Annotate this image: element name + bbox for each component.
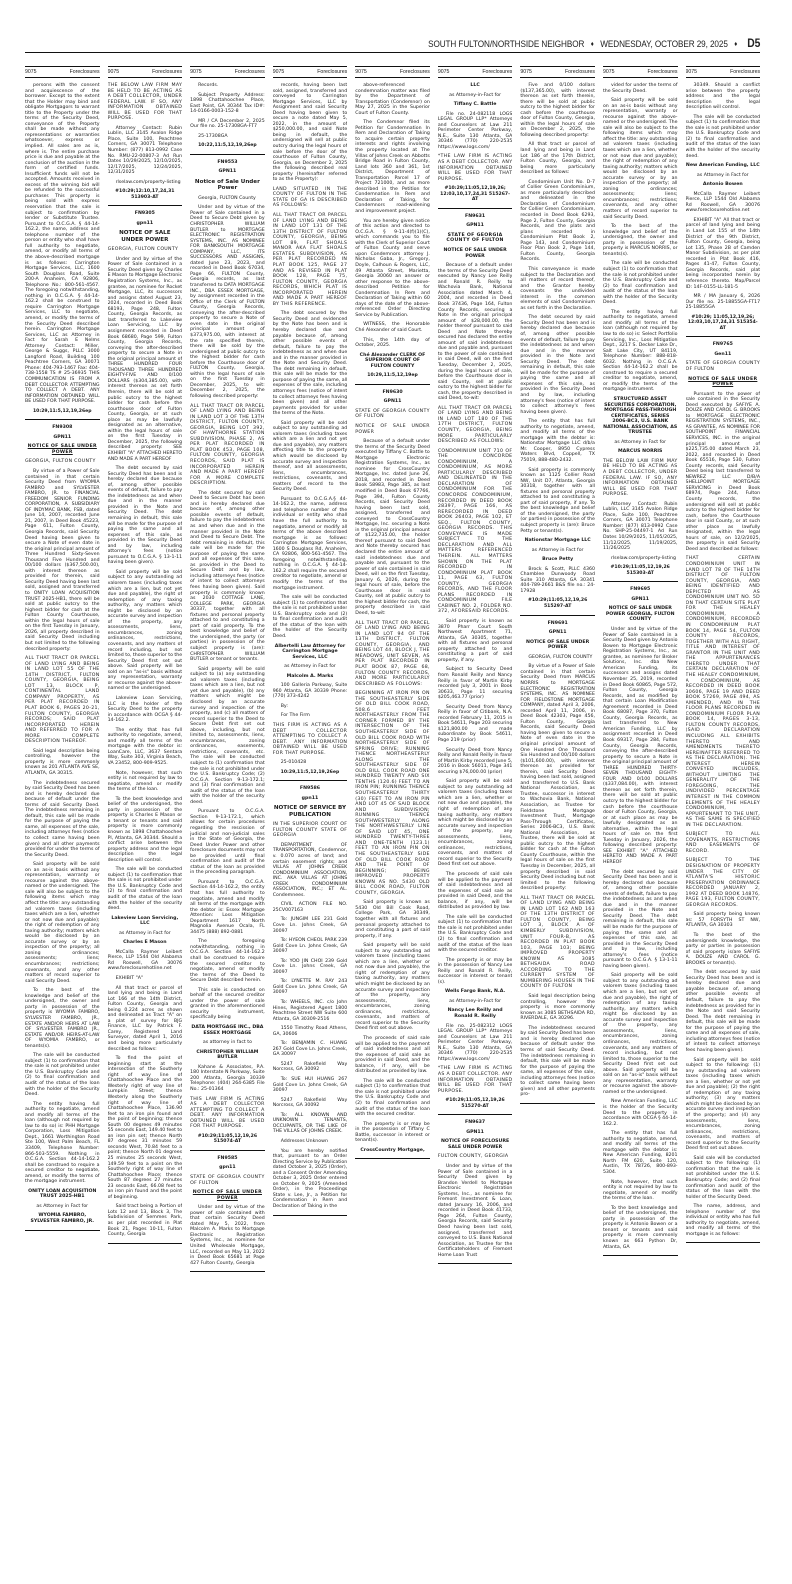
notice-paragraph: EXHIBIT "A" All that tract or parcel of land lying and being in Land Lot 155 of the 14th District of the 9th District, Fulton County, Georgia, being Lot 135, Phase 2B of Camden Manor Subdivision, as per plat recorded in Plat Book 416, Pages 41-47, Fulton County, Georgia Records, said plat being incorporated herein by reference thereto. Map/Parcel ID: 14F-0155-LL-181-5 bbox=[685, 217, 761, 290]
run-dates: 10:29,11:5,12,19,26ep bbox=[32, 408, 92, 414]
running-header bbox=[428, 36, 760, 50]
notice-signature: CHRISTOPHER WILLIAM BUTLER bbox=[196, 1049, 259, 1061]
notice-paragraph: The sale will be conducted subject (1) to confirmation that the sale is not prohibited under U.S. Bankruptcy code and (2) to final confirmation and audit of the status of the loan with the holder of the Security Deed. bbox=[272, 595, 348, 639]
column-body bbox=[603, 83, 678, 1256]
column bbox=[603, 66, 678, 1556]
notice-paragraph: The entity having full authority to negotiate, amend and modify all terms of the loan (although not required by law to do so) is: Select Portfolio Servicing, Inc., Loss Mitigation Dept., 3217 S. Decker Lake Dr., Salt Lake City, UT 84119, Telephone Number: 888-818-6032. Nothing in O.C.G.A. Section 44-14-162.2 shall be construed to require a secured creditor to negotiate, amend, or modify the terms of the mortgage instrument. bbox=[602, 309, 678, 393]
classified-category: Foreclosures bbox=[564, 69, 595, 75]
notice-paragraph: Said sale will be conducted subject to the following: (1) confirmation that the sale is not prohibited under the U.S. Bankruptcy Code; and (2) final confirmation and audit of the status of the loan with the holder of the Security Deed. bbox=[685, 1155, 761, 1200]
notice-paragraph: 25-17308GA bbox=[198, 133, 228, 139]
notice-paragraph: ALL THAT TRACT OR PARCEL OF LAND LYING AND BEING IN LAND LOT 3 OF THE 13TH DISTRICT, FULTON COUNTY, GEORGIA, BEING LOT 392, OF HAWTHORNE STATION SUBDIVISION, PHASE 2, AS PER PLAT RECORDED IN PLAT BOOK 453, PAGE 108, FULTON COUNTY, GEORGIA RECORDS, SAID PLAT IS INCORPORATED HEREIN AND MADE A PART HEREOF FOR A MORE COMPLETE DESCRIPTION. bbox=[190, 403, 265, 487]
column-header bbox=[25, 66, 100, 78]
notice-heading: NOTICE OF SALE UNDER POWER bbox=[192, 1190, 262, 1201]
notice-paragraph: File no. 25-082312 LOGS LEGAL GROUP LLP* Attorneys and Counselors at Law 211 Perimeter Center Parkway, N.E., Suite 130 Atlanta, GA 30346 (770) 220-2535 https://www.logs.com/ bbox=[437, 1023, 513, 1062]
classified-code: 9075 bbox=[25, 69, 37, 75]
notice-signature: ONITY LOAN ACQUISITION TRUST 2025-HB1 bbox=[28, 1188, 97, 1200]
notice-signature: Bruce Petty bbox=[542, 557, 574, 563]
notice-signature: WYOMIA FAMBRO, SYLVESTER FAMBRO, JR. bbox=[30, 1213, 95, 1224]
notice-divider bbox=[438, 208, 513, 209]
notice-paragraph: Under and by virtue of the Power of Sale contained in a Deed to Secure Debt given by CHRISTOPHER WILLIAM BUTLER to MORTGAGE ELECTRONIC REGISTRATION SYSTEMS, INC. AS NOMINEE FOR BANKSOUTH MORTGAGE COMPANY, LLC, ITS SUCCESSORS AND ASSIGNS, dated June 23, 2023, and recorded in Deed Book 67034, Page 66, FULTON County, Georgia records, as last transferred to DATA MORTGAGE INC., DBA ESSEX MORTGAGE, by assignment recorded in the Office of the Clerk of FULTON County, Georgia Records, conveying the after-described property to secure a Note of even date in the original principal amount of $373,975.00, with interest at the rate specified therein, there will be sold by the undersigned at public outcry to the highest bidder for cash before the Courthouse door of FULTON County, Georgia, within the legal hours of sale on the first Tuesday in December, 2025, to wit: December 2, 2025, the following described property: bbox=[190, 205, 265, 399]
notice-paragraph: Note, however, that such entity is not required by law to negotiate, amend or modify the terms of the loan. bbox=[107, 770, 183, 793]
notice-paragraph: To: WHEELS, INC. c/o John Hines, Registered Agent 1800 Peachtree Street NW Suite 600 Atlanta, GA 30309-2516 bbox=[272, 1000, 348, 1022]
notice-divider bbox=[108, 1243, 183, 1244]
notice-heading: FN9630 bbox=[382, 389, 403, 395]
notice-divider bbox=[108, 205, 183, 206]
notice-paragraph: SUBJECT TO ALL COVENANTS, RESTRICTIONS AND EASEMENTS OF RECORD. bbox=[685, 832, 761, 854]
notice-heading: NOTICE OF SALE UNDER POWER bbox=[27, 444, 97, 455]
notice-signature: New American Funding, LLC bbox=[685, 163, 760, 169]
notice-paragraph: Said property will be sold subject to any outstanding ad valorem taxes (including taxes which are a lien, but not yet due and payable), the right of redemption of any taxing authority, any matters which might be disclosed by an accurate survey and inspection of the property, any assessments, liens, encumbrances, zoning ordinances, restrictions, covenants, and any matters of record including, but not limited to, those superior to the Security Deed first set out above. Said property will be sold on an "as-is" basis without any representation, warranty or recourse against the above-named or the undersigned. bbox=[107, 569, 183, 692]
notice-paragraph: ALL THAT TRACT OR PARCEL OF LAND LYING AND BEING IN LAND LOT 131 OF THE 13TH DISTRICT OF FULTON COUNTY, GEORGIA, BEING LOT 89, FLAT SHOALS MANOR AKA FLAT SHOALS ESTATES SUBDIVISION, AS PER PLAT RECORDED IN PLAT BOOK 125, PAGE 27 AND AS REVISED IN PLAT BOOK 128, PAGE 75, FULTON COUNTY, GEORGIA RECORDS, WHICH PLAT IS INCORPORATED HEREIN AND MADE A PART HEREOF BY THIS REFERENCE. bbox=[272, 213, 348, 307]
column-header bbox=[686, 66, 761, 78]
notice-paragraph: You are hereby given notice of this action and directed to O.C.G.A. § 9-11-4(f)(1)(C), which commands you to file with the Clerk of Superior Court of Fulton County and serve upon Condemnors attorney J. Nicholas Gaba, Jr., Gregory, Doyle, Calhoun & Rogers, LLC, 49 Atlanta Street, Marietta, Georgia 30060 an answer or other response to the above-described Petition for Condemnation In Rem and Declaration of Taking within 60 days of the date of the above-referenced Order Directing Service by Publication. bbox=[355, 218, 430, 318]
notice-paragraph: Said tract being a Portion of Lots 12 and 13, Block 3, The Subdivision of Semmes Park, as per plat recorded in Plat Book 21, Pages 10-11, Fulton County, Georgia bbox=[107, 1204, 183, 1238]
notice-paragraph: rlselaw.com/property-listing bbox=[610, 555, 676, 561]
notice-heading: FN9637 bbox=[465, 1120, 486, 1126]
notice-heading: GPN11 bbox=[548, 630, 567, 636]
notice-paragraph: FULTON COUNTY, GEORGIA bbox=[437, 1154, 509, 1160]
notice-paragraph: This sale is conducted on behalf of the secured creditor under the power of sale granted in the aforementioned security instrument, specifically being bbox=[190, 987, 265, 1021]
column bbox=[25, 66, 100, 1556]
notice-heading: NOTICE OF SALE UNDER POWER GEORGIA, FULTON COUNTY bbox=[605, 606, 675, 623]
classified-category: Foreclosures bbox=[399, 69, 430, 75]
notice-paragraph: Said property will be sold on an as-is basis without any representation, warranty or recourse against the above-named or the undersigned. The sale will also be subject to the following items which may affect the title: any outstanding ad valorem taxes (including taxes which are a lien, whether or not now due and payable); the right of redemption of any taxing authority; matters which would be disclosed by an accurate survey or by an inspection of the property; all zoning ordinances; assessments; liens; encumbrances; restrictions; covenants, and any other matters of record superior to said Security Deed. bbox=[602, 98, 678, 220]
notice-heading: GPN11 bbox=[53, 434, 72, 440]
column-header bbox=[603, 66, 678, 78]
notice-paragraph: GEORGIA, FULTON COUNTY bbox=[528, 654, 593, 660]
notice-signature: Antonio Bowen bbox=[702, 182, 743, 188]
notice-paragraph: Said property being known as: 57 FORSYTH ST NW, ATLANTA, GA 30303 bbox=[685, 912, 761, 929]
diamond-separator-icon: ♦ bbox=[590, 41, 594, 48]
masthead-rule bbox=[25, 52, 760, 53]
notice-heading: NOTICE OF FORECLOSURE SALE UNDER POWER bbox=[441, 1139, 510, 1150]
notice-paragraph: 5247 Rakefield Way Norcross, GA 30092 bbox=[272, 1061, 348, 1073]
column-header bbox=[520, 66, 595, 78]
notice-heading: FN9553 bbox=[217, 159, 238, 165]
notice-signature: Lakeview Loan Servicing, LLC bbox=[111, 915, 179, 927]
notice-paragraph: The debt secured by the Security Deed and evidenced by the Note has been and is hereby declared due and payable because of, among other possible events of default, failure to pay the indebtedness as and when due and in the manner provided in the Note and Security Deed. The debt remaining in default, this sale will be made for the purpose of paying the same, all expenses of the sale, including attorneys fees (notice of intent to collect attorneys fees having been given) and all other payments provided for under the terms of the Note. bbox=[272, 311, 348, 417]
notice-paragraph: McCalla Raymer Leibert Pierce, LLP 1544 Old Alabama Rd Roswell, GA 30076 www.foreclosurehotline.net bbox=[107, 949, 183, 972]
legal-notices-columns bbox=[25, 66, 760, 1556]
classified-category: Foreclosures bbox=[234, 69, 265, 75]
notice-signature: as Attorney-in-Fact for bbox=[449, 998, 502, 1004]
notice-paragraph: The sale will be conducted subject (1) to confirmation that the sale is not prohibited under the U.S. Bankruptcy Code and (2) to final confirmation and audit of the status of the loan with the secured creditor. bbox=[355, 1078, 430, 1118]
notice-signature: CrossCountry Mortgage, bbox=[360, 1147, 425, 1153]
classified-category: Foreclosures bbox=[69, 69, 100, 75]
run-dates: 10:29,11:5,12,19,26ep bbox=[280, 769, 340, 775]
notice-heading: GPN11 bbox=[466, 1129, 484, 1135]
notice-paragraph: All that tract or parcel of land lying and being in Land Lot 166 of the 14th District, Fulton County, Georgia and being 0.224 acres as shown and delineated as Tract "A" on a plat of survey for BJG Finance, LLC by Patrick F. Carey, Registered Land Surveyor, dated April 1, 2016 and being more particularly described as follows: bbox=[107, 985, 183, 1052]
notice-paragraph: BEGINNING AT IRON PIN ON THE SOUTHEASTERLY SIDE OF OLD BILL COOK ROAD, 508.6 FEET NORTHEASTERLY FROM THE CORNER FORMED BY THE INTERSECTION OF THE SOUTHEASTERLY SIDE OF OLD BILL COOK ROAD WITH NORTHEASTERLY SIDE OF SPRING DRIVE; RUNNING THENCE NORTHEASTERLY ALONG THE SOUTHEASTERLY SIDE OF OLD BILL COOK ROAD ONE HUNDRED TWENTY AND SIX TENTHS (120.6) FEET TO AN IRON PIN; RUNNING THENCE SOUTHEASTERLY THIRTY (30) FEET TO AN IRON PIN AND LOT 45 OF SAID BLOCK AND SUBDIVISION; RUNNING THENCE SOUTHWESTERLY ALONG THE NORTHWESTERLY LINE OF SAID LOT 45, ONE HUNDRED TWENTY-THREE AND ONE-TENTH (123.1) FEET TO AN IRON PIN ON THE SOUTHEASTERLY SIDE OF OLD BILL COOK ROAD AND THE POINT OF BEGINNING; BEING IMPROVED PROPERTY KNOWN AS NO. 5430 OLD BILL COOK ROAD, FULTON COUNTY, GEORGIA. bbox=[355, 691, 430, 896]
notice-paragraph: The foregoing notwithstanding, nothing in O.C.G.A. Section 44-14-162.2 shall be construed to require the secured creditor to negotiate, amend or modify the terms of the Deed to Secure Debt described herein. bbox=[190, 939, 265, 984]
run-dates: #10:29;12:10,17,24,31 513903-AT bbox=[115, 189, 175, 200]
notice-heading: NOTICE OF SERVICE BY PUBLICATION bbox=[273, 805, 347, 818]
notice-heading: NOTICE OF SALE UNDER POWER bbox=[688, 376, 758, 388]
notice-paragraph: *THE LAW FIRM IS ACTING AS A DEBT COLLECTOR. ANY INFORMATION OBTAINED WILL BE USED FOR THAT PURPOSE. bbox=[437, 1066, 513, 1094]
notice-paragraph: To the best knowledge and belief of the undersigned, the party in possession of the property is Antonio Bowen or a tenant or tenants and said property is more commonly known as 663 Python Dr, Atlanta, GA bbox=[602, 1205, 678, 1250]
notice-paragraph: You are hereby notified that, pursuant to an Order Directing Service by Publication dated October 3, 2025 (Order), and a Consent Order Amending October 3, 2025 Order entered on October 9, 2025 (Amended Order), in the Proceedings State v. Lee, Jr., a Petition for Condemnation in Rem and Declaration of Taking in the bbox=[272, 1148, 348, 1209]
notice-divider bbox=[190, 1150, 265, 1151]
notice-divider bbox=[520, 615, 595, 616]
notice-heading: FN9631 bbox=[465, 213, 486, 219]
column bbox=[108, 66, 183, 1556]
page-masthead bbox=[25, 0, 760, 53]
notice-paragraph: This, the 14th day of October, 2025. bbox=[355, 337, 430, 349]
notice-paragraph: Security Deed from Nancy Reilly and Ronald Reilly in favor of Martin Kirby recorded June 5, 2016 in Book 56011, Page 341 securing $76,000.00 (prior) bbox=[437, 747, 513, 775]
column-body bbox=[438, 83, 513, 1264]
classified-code: 9075 bbox=[107, 69, 120, 75]
notice-paragraph: Said property will be sold subject to any outstanding ad valorem taxes (including taxes which are a lien, whether or not now due and payable), the right of redemption of any taxing authority, any matters which might be disclosed by an accurate survey and inspection of the property, any assessments, liens, encumbrances, zoning ordinances, restrictions, covenants, and matters of record superior to the Security Deed first set out above. bbox=[437, 779, 513, 868]
notice-paragraph: Said legal description being controlling, however the property is more commonly known as 201 ATLANTA AVE SE, ATLANTA, GA 30315. bbox=[25, 748, 100, 776]
notice-paragraph: 25-010428 bbox=[280, 760, 307, 766]
notice-signature: Charles E Mason bbox=[123, 940, 167, 946]
notice-paragraph: MR / MA January 6, 2026 Our file no. 25-18855GA-FT17 25-18855GA bbox=[685, 294, 761, 311]
notice-paragraph: Said property will be sold subject to the following: (1) any outstanding ad valorem taxes (including taxes which are a lien, whether or not yet due and payable); (2) the right of redemption of any taxing authority; (3) any matters which might be disclosed by an accurate survey and inspection of the property; and (4) any assessments, liens, encumbrances, zoning ordinances, restrictions, covenants, and matters of record superior to the Security Deed first set out above. bbox=[685, 1057, 761, 1152]
notice-paragraph: Said property is known as 5430 Old Bill Cook Road, College Park, GA 30349, together with all fixtures and personal property attached to and constituting a part of said property, if any. bbox=[355, 900, 430, 939]
notice-paragraph: The Condemnor filed its Petition for Condemnation In Rem and Declaration of Taking to acquire certain property interests and rights involving the property located at The Villas of Johns Creek on Abbotts Bridge Road in Fulton County, Land lots 360 and 361, 1st District, Department of Transportation Parcel 17 of Project 721000, and as more described in the Petition for Condemnation In Rem and Declaration of Taking, for Condemnors road-widening and improvement project. bbox=[355, 120, 430, 215]
issue-date: WEDNESDAY, OCTOBER 29, 2025 bbox=[600, 39, 728, 50]
notice-paragraph: The debt secured by said Security Deed has been and is hereby declared due and payable because of, among other possible events of default, failure to pay the indebtedness as provided for in the Note and said Security Deed. The debt remaining in default, this sale will be made for the purpose of paying the same and all expenses of sale, including attorneys fees (notice of intent to collect attorneys fees having been given). bbox=[685, 970, 761, 1053]
notice-paragraph: To: SUE HUI HUANG 267 Gold Cove Ln. Johns Creek, GA 30097 bbox=[272, 1077, 348, 1094]
run-dates: #10:29;11:05,12,19,26; 12:03,10,17,24,31 515267-AT bbox=[440, 186, 511, 203]
notice-paragraph: The debt secured by said Security Deed has been and is hereby declared due because of, among other possible events of default, failure to pay the indebtedness as and when due and in the manner provided in the Note and Security Deed. The debt remaining in default, this sale will be made for the purpose of paying the same and all expenses of this sale, as provided in the Security Deed and by law, including attorney's fees (notice pursuant to O.C.G.A. § 13-1-11 having been given). bbox=[107, 466, 183, 566]
notice-paragraph: Pursuant to the power of sale contained in the Security Deed executed by SAFIYE A. DOUZE AND CAROL G. BROOKS to MORTGAGE ELECTRONIC REGISTRATION SYSTEMS, INC., AS GRANTEE, AS NOMINEE FOR SOUTHPOINT FINANCIAL SERVICES, INC. in the original principal amount of $225,735.00 dated March 23, 2022, and recorded in Deed Book 65516, Page 530, Fulton County records, said Security Deed being last transferred to NEWREZ LLC D/B/A SHELLPOINT MORTGAGE SERVICING in Deed Book 68974, Page 244, Fulton County records, the undersigned will sell at public outcry to the highest bidder for cash, before the Courthouse door in said County, or at such other place as lawfully designated, within the legal hours of sale, on 12/2/2025, the property in said Security Deed and described as follows: bbox=[685, 391, 761, 552]
notice-paragraph: SUBJECT TO THE DESIGNATION OF PROPERTY UNDER THE CITY OF ATLANTA'S HISTORIC PRESERVATION ORDINANCE RECORDED JANUARY 2, 1992 AT DEED BOOK 14876, PAGE 193, FULTON COUNTY, GEORGIA RECORDS. bbox=[685, 858, 761, 908]
notice-heading: gpn11 bbox=[136, 220, 154, 226]
notice-paragraph: The entity having full authority to negotiate, amend and modify all terms of the loan (although not required by law to do so) is: PHH Mortgage Corporation, Loss Mitigation Dept., 1661 Worthington Road Ste 100, West Palm Beach, FL 33409, Telephone Number: 866-503-5559. Nothing in O.C.G.A. Section 44-14-162.2 shall be construed to require a secured creditor to negotiate, amend, or modify the terms of the mortgage instrument. bbox=[25, 1101, 100, 1185]
notice-paragraph: By virtue of a Power of Sale contained in that certain Security Deed from WYOMIA FAMBRO and SYLVESTER FAMBRO, JR. to FINANCIAL FREEDOM SENIOR FUNDING CORPORATION, A SUBSIDIARY OF INDYMAC BANK, FSB, dated June 14, 2007, recorded June 21, 2007, in Deed Book 45223, Page 611, Fulton County, Georgia Records, said Security Deed having been given to secure a Note of even date in the original principal amount of Three Hundred Sixty-Seven Thousand Five Hundred and 00/100 dollars ($367,500.00), with interest thereon as provided for therein, said Security Deed having been last sold, assigned and transferred to ONITY LOAN ACQUISITION TRUST 2025-HB1, there will be sold at public outcry to the highest bidder for cash at the Fulton County Courthouse, within the legal hours of sale on the first Tuesday in January, 2026, all property described in said Security Deed including but not limited to the following described property: bbox=[25, 469, 100, 652]
notice-paragraph: Under and by virtue of the Power of Sale contained in a Security Deed given by Brandon Verdell to Mortgage Electronic Registration Systems, Inc., as nominee for Fremont Investment & Loan, dated January 16, 2006, and recorded in Deed Book 41733, Page 264, Fulton County, Georgia Records, said Security Deed having been last sold, assigned, transferred and conveyed to U.S. Bank National Association, as Trustee for the Certificateholders of Fremont Home Loan Trust bbox=[437, 1163, 513, 1258]
run-dates: #10:29;11:05,12,19,26 515074-AT bbox=[197, 1133, 258, 1145]
notice-paragraph: The debt secured by said Security Deed has been and is hereby declared due because of, among other possible events of default, failure to pay the indebtedness as and when due and in the manner provided in the Note and Security Deed. The debt remaining in default, this sale will be made for the purpose of paying the same and all expenses of this sale, as provided in the Security Deed and by law, including attorney's fees (notice of intent to collect attorney's fees having been given). bbox=[520, 315, 595, 415]
notice-paragraph: THAT CERTAIN CONDOMINIUM UNIT IN LAND LOT 78 OF THE 14TH DISTRICT OF FULTON COUNTY, GEORGIA, AND BEING IDENTIFIED AND DEPICTED AS CONDOMINIUM UNIT NO. 5D ON THAT CERTAIN SITE PLAT FOR THE HEALEY CONDOMINIUM, A CONDOMINIUM, RECORDED IN CONDOMINIUM PLAT BOOK 14, PAGE 54, FULTON COUNTY RECORDS, TOGETHER WITH ALL RIGHT, TITLE AND INTEREST OF GRANTOR IN THE UNIT AND THE APPURTENANCES THERETO UNDER THAT CERTAIN DECLARATION OF THE HEALEY CONDOMINIUM, A CONDOMINIUM, AS RECORDED IN DEED BOOK 30606, PAGE 19 AND DEED BOOK 57269, PAGE 494, AS AMENDED, AND IN THE FLOOR PLANS RECORDED IN CONDOMINIUM FLOOR PLAN BOOK 14, PAGES 3-13, FULTON COUNTY RECORDS, (SAID DECLARATION INCLUDING ALL EXHIBITS THERETO AND AMENDMENTS THERETO HEREINAFTER REFERRED TO AS THE DECLARATION). THE INTEREST HEREIN CONVEYED INCLUDES, WITHOUT LIMITING THE GENERALITY OF THE FOREGOING, THE UNDIVIDED PERCENTAGE INTEREST IN THE COMMON ELEMENTS OF THE HEALEY CONDOMINIUM, APPURTENANT TO THE UNIT, AS THE SAME IS SPECIFIED IN THE DECLARATION. bbox=[685, 556, 761, 828]
notice-paragraph: GEORGIA, FULTON COUNTY bbox=[25, 459, 96, 465]
notice-signature: STRUCTURED ASSET SECURITIES CORPORATION, MORTGAGE PASS-THROUGH CERTIFICATES, SERIES 2006-BC3, U.S. BANK NATIONAL ASSOCIATION, AS TRUSTEE bbox=[603, 396, 678, 436]
column bbox=[273, 66, 348, 1556]
notice-paragraph: THIS LAW FIRM IS ACTING AS A DEBT COLLECTOR ATTEMPTING TO COLLECT A DEBT. ANY INFORMATION OBTAINED WILL BE USED FOR THAT PURPOSE. bbox=[190, 1096, 265, 1130]
notice-paragraph: Said property will be sold subject to (a) any outstanding ad valorem taxes (including taxes which are a lien, but not yet due and payable), (b) any matters which might be disclosed by an accurate survey and inspection of the property, and (c) all matters of record superior to the Deed to Secure Debt first set out above, including, but not limited to, assessments, liens, encumbrances, zoning ordinances, easements, restrictions, covenants, etc. The sale will be conducted subject to (1) confirmation that the sale is not prohibited under the U.S. Bankruptcy Code; (2) O.C.G.A. Section 9-13-172.1; and (3) final confirmation and audit of the status of the loan with the holder of the security deed. bbox=[190, 666, 265, 805]
notice-paragraph: Said property is commonly known as 1125 Collier Road NW, Unit D7, Atlanta, Georgia 30318, together with all fixtures and personal property attached to and constituting a part of said property, if any. To the best knowledge and belief of the undersigned, the party (or parties) in possession of the subject property is (are): Bruce Petty or tenant(s). bbox=[520, 467, 595, 534]
notice-paragraph: McCalla Raymer Leibert Pierce, LLP 1544 Old Alabama Rd Roswell, GA 30076 www.foreclosurehotline.net bbox=[685, 191, 761, 214]
notice-divider bbox=[686, 1242, 761, 1243]
notice-heading: FN9305 bbox=[134, 211, 155, 217]
column-body bbox=[108, 83, 183, 1244]
notice-paragraph: To: BENJAMIN C. HUANG 267 Gold Cove Ln. Johns Creek, GA 30097 bbox=[272, 1041, 348, 1058]
notice-paragraph: Condominium Unit No. D-7 of Collier Green Condominium, as more particularly described and delineated in the Declaration of Condominium for Collier Green Condominium, recorded in Deed Book 6293, Page 2, Fulton County, Georgia Records, and the plats and plans recorded in Condominium Plat Book 2, Page 143, and Condominium Floor Plan Book 2, Page 144, Fulton County, Georgia Records. bbox=[520, 179, 595, 263]
notice-paragraph: persons with the consent and acquiescence of the borrower. Except to the extent that the Holder may bind and obligate Mortgagors to warrant title to the Property under the terms of the Security Deed, conveyance of the Property shall be made without any representations or warranties whatsoever, express or implied. All sales are as is, where is. The entire purchase price is due and payable at the conclusion of the auction in the form of certified funds. Insufficient funds will not be accepted. Amounts received in excess of the winning bid will be refunded to the successful purchaser. This property is being sold with express reservation that the sale is subject to confirmation by lender or Substitute Trustee. Pursuant to O.C.G.A. § 44-14-162.2, the name, address and telephone number of the person or entity who shall have full authority to negotiate, amend, or modify all terms of the above-described mortgage is as follows: Carrington Mortgage Services, LLC, 1600 South Douglass Road, Suite 200-A Anaheim, CA 92806, Telephone No.: 800-561-4567. The foregoing notwithstanding, nothing in O.C.G.A. § 44-14-162.2 shall be construed to require Carrington Mortgage Services, LLC to negotiate, amend, or modify the terms of the Security Deed described herein. Carrington Mortgage Services, LLC as Attorney in Fact for Sarah E Nelms Attorney Contact: Miller, George & Suggs, PLLC 3000 Langford Road, Building 100 Peachtree Corners, GA 30071 Phone: 404-793-1467 Fax: 404-738-1558 TS # 25-36935 THIS COMMUNICATION IS FROM A DEBT COLLECTOR ATTEMPTING TO COLLECT A DEBT. ANY INFORMATION OBTAINED WILL BE USED FOR THAT PURPOSE. bbox=[25, 83, 100, 405]
run-dates: #10:29; 11:05,12,19,26; 12:03,10,17,24,31 515354-AT bbox=[687, 314, 758, 331]
notice-paragraph: Note, however, that such entity is not required by law to negotiate, amend or modify the terms of the loan. bbox=[602, 1179, 678, 1202]
notice-heading: FN9765 bbox=[712, 342, 733, 348]
classified-category: Foreclosures bbox=[647, 69, 678, 75]
notice-heading: Notice of Sale Under Power bbox=[194, 179, 260, 192]
notice-paragraph: STATE OF GEORGIA COUNTY OF FULTON bbox=[446, 232, 504, 244]
classified-code: 9075 bbox=[355, 69, 367, 75]
notice-paragraph: Said property will be sold subject to any outstanding ad valorem taxes (including taxes which are a lien and not yet due and payable), any matters affecting title to the property which would be disclosed by accurate survey and inspection thereof, and all assessments, liens, encumbrances, restrictions, covenants, and matters of record to the Security Deed. bbox=[272, 420, 348, 493]
notice-divider bbox=[190, 1271, 265, 1272]
notice-paragraph: Attorney Contact: Rubin Lublin, LLC 3145 Avalon Ridge Place, Suite 100, Peachtree Corners, GA 30071 Telephone Number: (877) 813-0992 Case No. RMU-22-00807-3 Ad Run Dates 10/29/2025, 12/10/2025, 12/17/2025, 12/24/2025, 12/31/2025 bbox=[107, 125, 183, 176]
notice-paragraph: The property is or may be in the possession of Nancy Lee Reilly and Ronald R. Reilly, successor in interest or tenant (s). bbox=[437, 957, 513, 985]
notice-paragraph: The indebtedness secured by said Security Deed has been and is hereby declared due because of default under the terms of said Security Deed. The indebtedness remaining in default, this sale will be made for the purpose of paying the same, all expenses of the sale, including attorneys fees (notice to collect same having been given) and all other payments pro- bbox=[520, 1025, 595, 1098]
notice-heading: gpn11 bbox=[301, 795, 319, 801]
notice-paragraph: THE BELOW LAW FIRM MAY BE HELD TO BE ACTING AS A DEBT COLLECTOR, UNDER FEDERAL LAW. IF SO, ANY INFORMATION OBTAINED WILL BE USED FOR THAT PURPOSE. bbox=[602, 458, 678, 498]
notice-paragraph: CIVIL ACTION FILE NO. 25CV007163 bbox=[272, 902, 348, 913]
notice-signature: as attorney in fact to bbox=[202, 1040, 252, 1046]
column bbox=[686, 66, 761, 1556]
column bbox=[520, 66, 595, 1556]
notice-signature: Nancy Lee Reilly and Ronald R. Reilly bbox=[447, 1008, 503, 1020]
page-number: D5 bbox=[746, 36, 760, 50]
notice-divider bbox=[438, 1114, 513, 1115]
notice-paragraph: By virtue of a Power of Sale contained in that certain Security Deed from MARCUS NORRIS to MORTGAGE ELECTRONIC REGISTRATION SYSTEMS, INC. AS NOMINEE FOR FIELDSTONE MORTGAGE COMPANY, dated April 3, 2006, recorded April 11, 2006, in Deed Book 42303, Page 456, Fulton County, Georgia Records, said Security Deed having been given to secure a Note of even date in the original principal amount of One Hundred One Thousand Six Hundred and 00/100 dollars ($101,600.00), with interest thereon as provided for therein, said Security Deed having been last sold, assigned and transferred to U.S. Bank National Association, as Trustee, successor in interest to Wachovia Bank, National Association, as Trustee for Fieldstone Mortgage Investment Trust, Mortgage Pass-Through Certificates, Series 2006-BC3, U.S. Bank National Association, as Trustee, there will be sold at public outcry to the highest bidder for cash at the Fulton County Courthouse, within the legal hours of sale on the first Tuesday in December, 2025, all property described in said Security Deed including but not limited to the following described property: bbox=[520, 664, 595, 892]
notice-paragraph: File no. 24-082118 LOGS LEGAL GROUP LLP* Attorneys and Counselors at Law 211 Perimeter Center Parkway, N.E., Suite 130 Atlanta, GA 30346 (770) 220-2535 https://www.logs.com/ bbox=[437, 111, 513, 150]
notice-signature: DATA MORTGAGE INC., DBA ESSEX MORTGAGE bbox=[191, 1025, 264, 1036]
notice-paragraph: All that tract or parcel of land lying and being in Land Lot 186 of the 17th District, Fulton County, Georgia, and being more particularly described as follows: bbox=[520, 142, 595, 176]
notice-paragraph: STATE OF GEORGIA COUNTY OF FULTON bbox=[355, 408, 430, 420]
column bbox=[190, 66, 265, 1556]
notice-signature: Wells Fargo Bank, N.A. bbox=[444, 989, 506, 995]
notice-signature: as Attorney in Fact for bbox=[696, 172, 749, 178]
notice-divider bbox=[190, 154, 265, 155]
notice-signature: as Attorney-in-Fact for bbox=[449, 92, 502, 98]
notice-paragraph: LAND SITUATED IN THE COUNTY OF FULTON IN THE STATE OF GA IS DESCRIBED AS FOLLOWS: bbox=[272, 186, 348, 209]
notice-paragraph: ALL THAT TRACT OR PARCEL OF LAND LYING AND BEING IN LAND LOT 180 OF THE 17TH DISTRICT, FULTON COUNTY, GEORGIA, BEING MORE PARTICULARLY DESCRIBED AS FOLLOWS: bbox=[437, 405, 513, 445]
notice-paragraph: The entity that has full authority to negotiate, amend, and modify all terms of the mortgage with the debtor is: New American Funding, 8201 North FM 620, Suite 120, Austin, TX 78726, 800-893-5304. bbox=[602, 1131, 678, 1175]
notice-paragraph: MR / CA December 2, 2025 Our file no. 25-17308GA-FT7 bbox=[190, 118, 265, 130]
notice-paragraph: The entity that has full authority to negotiate, amend, and modify all terms of the mortgage with the debtor is: Nationstar Mortgage LLC d/b/a Mr. Cooper, 8950 Cypress Waters Blvd, Coppell, TX 75019, 888-480-2432. bbox=[520, 419, 595, 463]
notice-paragraph: STATE OF GEORGIA COUNTY OF FULTON bbox=[190, 1174, 265, 1186]
notice-paragraph: NOTICE OF SALE UNDER POWER bbox=[355, 423, 430, 435]
notice-paragraph: *THE LAW FIRM IS ACTING AS A DEBT COLLECTOR. ANY INFORMATION OBTAINED WILL BE USED FOR THAT PURPOSE. bbox=[437, 154, 513, 182]
notice-paragraph: New American Funding, LLC is the holder of the Security Deed to the property in accordance with OCGA § 44-14-162.2. bbox=[602, 1099, 678, 1127]
notice-paragraph: To: JUNGIM LEE 231 Gold Cove Ln. Johns Creek, GA 30097 bbox=[272, 917, 348, 934]
notice-paragraph: Said legal description being controlling, however the property is more commonly known as 3085 BETHSAIDA RD, RIVERDALE, GA 30296. bbox=[520, 994, 595, 1022]
column bbox=[355, 66, 430, 1556]
run-dates: #10:29;11:05,12,19,26 515297-AT bbox=[527, 598, 588, 610]
column-body bbox=[520, 83, 595, 1104]
notice-paragraph: To the best of the knowledge and belief of the undersigned, the owner and party in possession of the property is WYOMIA FAMBRO, SYLVESTER FAMBRO, JR., ESTATE AND/OR HEIRS AT LAW OF SYLVESTER FAMBRO JR., ESTATE AND/OR HEIRS-AT-LAW OF WYOMIA FAMBRO, or tenants(s). bbox=[25, 988, 100, 1049]
notice-paragraph: Under and by virtue of the power of sale contained with that certain Security Deed dated May 5, 2022, from Malcolm A. Marks to Mortgage Electronic Registration Systems, Inc., as nominee for United Wholesale Mortgage, LLC, recorded on May 13, 2022 in Deed Book 65681 at Page 427 Fulton County, Georgia bbox=[190, 1205, 265, 1266]
notice-paragraph: The debt secured by said Deed to Secure Debt has been and is hereby declared due because of, among other possible events of default, failure to pay the indebtedness as and when due and in the manner provided in the Note and Deed to Secure Debt. The debt remaining in default, this sale will be made for the purpose of paying the same and all expenses of this sale, as provided in the Deed to Secure Debt and by law, including attorneys fees (notice of intent to collect attorneys fees having been given). Said property is commonly known as 2030 COTTAGE LANE, COLLEGE PARK, GEORGIA 30337, together with all fixtures and personal property attached to and constituting a part of said property. To the best knowledge and belief of the undersigned, the party (or parties) in possession of the subject property is (are): CHRISTOPHER WILLIAM BUTLER or tenant or tenants. bbox=[190, 490, 265, 663]
column-header bbox=[273, 66, 348, 78]
notice-paragraph: Lakeview Loan Servicing, LLC is the holder of the Security Deed to the property in accordance with OCGA § 44-14-162.2. bbox=[107, 695, 183, 724]
notice-paragraph: CONDOMINIUM UNIT 710 OF THE CONCORDE CONDOMINIUM, A CONDOMINIUM, AS MORE PARTICULARLY DESCRIBED AND DELINEATED IN THE DECLARATION OF CONDOMINIUM FOR THE CONCORDE CONDOMINIUM, RECORDED IN DEED BOOK 28397, PAGE 166, AS RERECORDED IN DEED BOOK 26403, PAGE 102, ET SEQ., FULTON COUNTY, GEORGIA RECORDS. THIS CONVEYANCE IS MADE SUBJECT TO THE DECLARATION AND ALL MATTERS REFERENCED THEREIN. ALL MATTERS SHOWN ON THE PLAT RECORDED IN CONDOMINIUM PLAT BOOK 11, PAGE 63, FULTON COUNTY, GEORGIA RECORDS, AND THE FLOOR PLANS RECORDED IN CONDOMINIUM FILE CABINET NO. 2, FOLDER NO. 372, AFORESAID RECORDS. bbox=[437, 448, 513, 615]
notice-paragraph: To: HYEON CHEOL PARK 239 Gold Cove Ln. Johns Creek, GA 30097 bbox=[272, 938, 348, 955]
column-body bbox=[355, 83, 430, 1159]
classified-code: 9075 bbox=[190, 69, 202, 75]
notice-paragraph: Five and 0/100 dollars ($137,365.00), with interest thereon as set forth therein, there will be sold at public outcry to the highest bidder for cash before the courthouse door of Fulton County, Georgia, within the legal hours of sale on December 2, 2025, the following described property: bbox=[520, 83, 595, 138]
notice-paragraph: Security Deed from Nancy Reilly in favor of Citibank, N.A. recorded February 11, 2015 in Book 54611, Page 203 securing $121,800.00 and made subordinate by Book 54611, Page 219 (prior) bbox=[437, 704, 513, 743]
notice-paragraph: Attorney Contact: Rubin Lublin, LLC 3145 Avalon Ridge Place, Suite 100, Peachtree Corners, GA 30071 Telephone Number: (877) 813-0992 Case No. SHP-25-04497-1 Ad Run Dates 10/29/2025, 11/05/2025, 11/12/2025, 11/19/2025, 11/26/2025 bbox=[602, 501, 678, 552]
notice-heading: FN9585 bbox=[217, 1155, 238, 1161]
run-dates: 10:22,11:5,12,19,26ep bbox=[198, 143, 257, 149]
notice-paragraph: Kahane & Associates, P.A. 180 Interstate N Parkway, Suite 200 Atlanta, Georgia 30339 Telephone: (404) 264-6385 File No.: 25-01364 bbox=[190, 1064, 265, 1092]
notice-signature: as Attorney in Fact for bbox=[284, 664, 336, 670]
column-header bbox=[190, 66, 265, 78]
notice-paragraph: The proceeds of said sale will be applied to the payment of said indebtedness and all the expenses of said sale as provided in said Deed, and the balance, if any, will be distributed as provided by law. bbox=[437, 872, 513, 911]
notice-paragraph: Because of a default under the terms of the Security Deed executed by Tiffany C. Battle to Mortgage Electronic Registration Systems, Inc., as nominee for CrossCountry Mortgage, Inc. dated June 26, 2018, and recorded in Deed Book 58983, Page 385, as last modified in Deed Book 67766, Page 394, Fulton County Records, said Security Deed having been last sold, assigned, transferred and conveyed to CrossCountry Mortgage, Inc. securing a Note in the original principal amount of $122,735.00, the holder thereof pursuant to said Deed and Note thereby secured has declared the entire amount of said indebtedness due and payable and, pursuant to the power of sale contained in said Deed, will on the first Tuesday, January 6, 2026, during the legal hours of sale, before the Courthouse door in said County, sell at public outcry to the highest bidder for cash, the property described in said Deed, to-wit: bbox=[355, 439, 430, 617]
notice-paragraph: To find the point of beginning start at the intersection of the Southerly right of way line of Chattahoochee Place and the Westerly right of way line of Lumpkin Street; thence Westerly along the Southerly right of way line of Chattahoochee Place, 136.90 feet to an iron pin found and the point of beginning; thence South 00 degrees 49 minutes 55 seconds East, 149.40 feet to an iron pin set; thence North 87 degrees 31 minutes 59 seconds West, 70.84 feet to a point; thence North 01 degrees 25 minutes 25 seconds West, 149.59 feet to a point on the Southerly right of way line of Chattahoochee Place; thence South 87 degrees 27 minutes 23 seconds East, 66.08 feet to an iron pin found and the point of beginning. bbox=[107, 1056, 183, 1200]
notice-heading: FN9308 bbox=[52, 425, 73, 431]
notice-paragraph: To: YOO JIN CHOI 239 Gold Cove Ln. Johns Creek, GA 30097 bbox=[272, 958, 348, 975]
run-dates: 10:29,11:5,12,19ep bbox=[367, 373, 418, 379]
classified-code: 9075 bbox=[602, 69, 615, 75]
notice-paragraph: Said property will be sold on an as-is basis without any representation, warranty or recourse against the above-named or the undersigned. The sale will also be subject to the following items which may affect the title: any outstanding ad valorem taxes (including taxes which are a lien, whether or not now due and payable); the right of redemption of any taxing authority; matters which would be disclosed by an accurate survey or by an inspection of the property; all zoning ordinances; assessments; liens; encumbrances; restrictions; covenants, and any other matters of record superior to said Security Deed. bbox=[25, 862, 100, 984]
column-body bbox=[190, 83, 265, 1272]
notice-paragraph: Under and by virtue of the Power of Sale contained in a Security Deed given by Antonio Bowen to Mortgage Electronic Registration Systems, Inc., as grantee, as nominee for Broker Solutions, Inc. dba New American Funding, its successors and assigns dated November 25, 2019, recorded in Deed Book 60865, Page 572, Fulton County, Georgia Records, and as modified by that certain Loan Modification Agreement recorded in Deed Book 68087, Page 370, Fulton County, Georgia Records, as last transferred to New American Funding, LLC by assignment recorded in Deed Book 69317, Page 284, Fulton County, Georgia Records, conveying the after-described property to secure a Note in the original principal amount of THREE HUNDRED THIRTY-SEVEN THOUSAND EIGHTY-FOUR AND 0/100 DOLLARS ($337,084.00), with interest thereon as set forth therein, there will be sold at public outcry to the highest bidder for cash before the courthouse door of Fulton County, Georgia, or at such place as may be lawfully designated as an alternative, within the legal hours of sale on the first Tuesday in January, 2026, the following described property: SEE EXHIBIT "A" ATTACHED HERETO AND MADE A PART HEREOF bbox=[602, 627, 678, 865]
notice-paragraph: EXHIBIT "A" bbox=[115, 976, 144, 982]
notice-heading: NOTICE OF SALE UNDER POWER bbox=[119, 230, 171, 243]
notice-paragraph: Pursuant to O.C.G.A. Section 44-14-162.2, the entity that has full authority to negotiate, amend and modify all terms of the mortgage with the debtor is: Essex Mortgage Attention: Loss Mitigation Department 1617 North Magnolia Avenue Ocala, FL 34475 (888) 892-0881 bbox=[190, 879, 265, 935]
notice-paragraph: 5247 Rakefield Way Norcross, GA 30092 bbox=[272, 1097, 348, 1109]
notice-divider bbox=[273, 780, 348, 781]
notice-paragraph: The indebtedness secured by said Security Deed has been and is hereby declared due because of default under the terms of said Security Deed. The indebtedness remaining in default, this sale will be made for the purpose of paying the same, all expenses of the sale, including attorneys fees (notice to collect same having been given) and all other payments provided for under the terms of the Security Deed. bbox=[25, 780, 100, 858]
notice-paragraph: 30349. Should a conflict arise between the property address and the legal description the legal description will control. bbox=[685, 83, 761, 111]
notice-paragraph: For The Firm bbox=[280, 713, 310, 719]
notice-paragraph: This conveyance is made subject to the Declaration and all matters of record thereof, and the Grantor hereby covenants the undivided interest in the common elements of said Condominium as set forth in the Declaration. bbox=[520, 266, 595, 311]
notice-paragraph: To: ALL KNOWN AND UNKNOWN TENANTS, OCCUPANTS, OR THE LIKE OF THE VILLAS OF JOHNS CREEK. bbox=[272, 1112, 348, 1135]
classified-code: 9075 bbox=[520, 69, 532, 75]
notice-paragraph: The sale will be conducted subject (1) to confirmation that the sale is not prohibited under the U.S. Bankruptcy Code and (2) to final confirmation and audit of the status of the loan with the holder of the security deed. bbox=[685, 114, 761, 159]
notice-paragraph: records, having been last sold, assigned, transferred and conveyed to Carrington Mortgage Services, LLC by Assignment and said Security Deed having been given to secure a note dated May 5, 2022, in the amount of $250,000.00, and said Note being in default, the undersigned will sell at public outcry during the legal hours of sale before the door of the courthouse of Fulton County, Georgia, on December 2, 2025 the following described real property (hereinafter referred to as the Property): bbox=[272, 83, 348, 183]
notice-signature: as Attorney in Fact for bbox=[118, 930, 171, 936]
notice-paragraph: The sale will be conducted subject (1) to confirmation that the sale is not prohibited under the U.S. Bankruptcy Code and (2) to final confirmation and audit of the status of the loan with the holder of the security deed. bbox=[107, 867, 183, 912]
column-header bbox=[355, 66, 430, 78]
classified-category: Foreclosures bbox=[152, 69, 183, 75]
notice-signature: as Attorney in Fact for bbox=[614, 439, 667, 445]
notice-paragraph: Subject Property Address: 1898 Chattahoochee Place, East Point, GA 30344 Tax ID#: 14-0166-0003-152-8 bbox=[190, 92, 265, 115]
notice-divider bbox=[438, 1263, 513, 1264]
notice-paragraph: By: bbox=[280, 703, 288, 709]
notice-divider bbox=[25, 1230, 100, 1231]
notice-signature: LLC bbox=[470, 83, 480, 88]
notice-paragraph: To: LYNETTE M. RAY 243 Gold Cove Ln. Johns Creek, GA 30097 bbox=[272, 979, 348, 996]
notice-heading: FN9586 bbox=[299, 786, 321, 792]
notice-paragraph: Under and by virtue of the Power of Sale contained in a Security Deed given by Charles E Mason to Mortgage Electronic Registration Systems, Inc., as grantee, as nominee for Rocket Mortgage, LLC, its successors and assigns dated August 23, 2024, recorded in Deed Book 68193, Page 248, Fulton County, Georgia Records, as last transferred to Lakeview Loan Servicing, LLC by assignment recorded in Deed Book 68680, Page 599, Fulton County, Georgia Records, conveying the after-described property to secure a Note in the original principal amount of THREE HUNDRED FOUR THOUSAND THREE HUNDRED EIGHTY-FIVE AND 0/100 DOLLARS ($304,385.00), with interest thereon as set forth therein, there will be sold at public outcry to the highest bidder for cash before the courthouse door of Fulton County, Georgia, or at such place as may be lawfully designated as an alternative, within the legal hours of sale on the first Tuesday in December, 2025, the following described property: SEE EXHIBIT "A" ATTACHED HERETO AND MADE A PART HEREOF bbox=[107, 256, 183, 462]
notice-heading: NOTICE OF SALE UNDER POWER bbox=[443, 248, 507, 259]
notice-heading: NOTICE OF SALE UNDER POWER bbox=[526, 639, 590, 651]
notice-paragraph: rlselaw.com/property-listing bbox=[115, 179, 181, 185]
classified-code: 9075 bbox=[272, 69, 285, 75]
notice-signature: as Attorney in Fact for bbox=[531, 547, 584, 553]
notice-paragraph: Because of a default under the terms of the Security Deed executed by Nancy Lee Reilly and Ronald R. Reilly to Wachovia Bank, National Association dated March 4, 2004, and recorded in Deed Book 37436, Page 164, Fulton County Records, securing a Note in the original principal amount of $28,000.00, the holder thereof pursuant to said Deed and Note thereby secured has declared the entire amount of said indebtedness due and payable and, pursuant to the power of sale contained in said Deed, will on the first Tuesday, December 2, 2025, during the legal hours of sale, before the Courthouse door in said County, sell at public outcry to the highest bidder for cash, the property described in said Deed, to-wit: bbox=[437, 263, 513, 402]
run-dates: #10:29;11:05,12,19,26 515270-AT bbox=[445, 1098, 505, 1109]
notice-paragraph: The entity that has full authority to negotiate, amend, and modify all terms of the mortgage with the debtor is: LoanCare, LLC, 3637 Sentara Way, Suite 303, Virginia Beach, VA 23452, 800-909-9525. bbox=[107, 727, 183, 766]
notice-paragraph: IN THE SUPERIOR COURT OF FULTON COUNTY STATE OF GEORGIA bbox=[272, 822, 348, 839]
notice-paragraph: Said property will be sold subject to any outstanding ad valorem taxes (including taxes which are a lien, whether or not now due and payable), the right of redemption of any taxing authority, any matters which might be disclosed by an accurate survey and inspection of the property, any assessments, liens, encumbrances, zoning ordinances, restrictions, covenants, and matters of record superior to the Security Deed first set out above. bbox=[355, 943, 430, 1032]
column bbox=[438, 66, 513, 1556]
notice-paragraph: Brock & Scott, PLLC 4360 Chamblee Dunwoody Road Suite 310 Atlanta, GA 30341 404-789-2661 B&S file no.: 24-17928 bbox=[520, 566, 595, 594]
notice-heading: GPN11 bbox=[218, 169, 237, 175]
notice-paragraph: Pursuant to O.C.G.A.§ 44-14-162.2, the name, address and telephone number of the individual or entity who shall have the full authority to negotiate, amend or modify all terms of the above described mortgage is as follows: Carrington Mortgage Services, 1600 S Douglass Rd, Anaheim, CA 92806, 800-561-4567. The foregoing notwithstanding, nothing in O.C.G.A. § 44-14-162.2 shall require the secured creditor to negotiate, amend or modify the terms of the mortgage instrument. bbox=[272, 496, 348, 591]
notice-paragraph: WITNESS, the Honorable Ché Alexander of said Court. bbox=[355, 322, 430, 333]
notice-divider bbox=[520, 1103, 595, 1104]
notice-paragraph: The proceeds of said sale will be applied to the payment of said indebtedness and all the expenses of said sale as provided in said Deed, and the balance, if any, will be distributed as provided by law. bbox=[355, 1035, 430, 1075]
column-header bbox=[108, 66, 183, 78]
notice-paragraph: Said property will be sold subject to any outstanding ad valorem taxes (including taxes which are a lien, but not yet due and payable), the right of redemption of any taxing authority, any matters which might be disclosed by an accurate survey and inspection of the property, any assessments, liens, encumbrances, zoning ordinances, restrictions, covenants, and any matters of record including, but not limited to, those superior to the Security Deed first set out above. Said property will be sold on an "as-is" basis without any representation, warranty or recourse against the above-named or the undersigned. bbox=[602, 973, 678, 1095]
notice-paragraph: The sale will be conducted subject (1) to confirmation that the sale is not prohibited under the U.S. Bankruptcy Code and (2) to final confirmation and audit of the status of the loan with the holder of the Security Deed. bbox=[602, 261, 678, 306]
classified-code: 9075 bbox=[685, 69, 698, 75]
run-dates: #10:29;11:05,12,19,26 515303-AT bbox=[610, 565, 670, 576]
notice-heading: GPN11 bbox=[383, 399, 402, 405]
notice-divider bbox=[355, 1158, 430, 1159]
notice-heading: FN9691 bbox=[547, 620, 568, 626]
notice-signature: Tiffany C. Battle bbox=[453, 102, 497, 108]
notice-paragraph: The name, address, and telephone number of the individual or entity who has full authority to negotiate, amend, and modify all terms of the mortgage is as follows: bbox=[685, 1204, 761, 1237]
notice-heading: GPN11 bbox=[466, 223, 484, 229]
notice-paragraph: To the best knowledge and belief of the undersigned, the party in possession of the property is Charles E Mason or a tenant or tenants and said property is more commonly known as 1898 Chattahoochee Pl, Atlanta, GA 30344. Should a conflict arise between the property address and the legal description the legal description will control. bbox=[107, 796, 183, 863]
notice-paragraph: To the best of the undersigneds knowledge, the party or parties in possession of said property is/are SAFIYE A. DOUZE AND CAROL G. BROOKS or tenant(s). bbox=[685, 933, 761, 966]
notice-signature: Ché Alexander CLERK OF SUPERIOR COURT OF FULTON COUNTY bbox=[359, 352, 426, 369]
notice-paragraph: Subject to Security Deed from Ronald Reilly and Nancy Reilly in favor of Martin Kirby recorded July 3, 2001 in Book 30633, Page 11 securing $205,463.77 (prior) bbox=[437, 667, 513, 701]
notice-divider bbox=[355, 384, 430, 385]
notice-divider bbox=[603, 581, 678, 582]
notice-divider bbox=[273, 1215, 348, 1216]
notice-paragraph: ALL THAT TRACT OR PARCEL OF LAND LYING AND BEING IN LAND LOT 94 OF THE 13TH DISTRICT, FULTON COUNTY, GEORGIA, AND BEING LOT 44, BLOCK J, THE MEADOWS, UNIT SEVEN, AS PER PLAT RECORDED IN PLAT BOOK 87, PAGE 68, FULTON COUNTY RECORDS, AND MORE PARTICULARLY DESCRIBED AS FOLLOWS: bbox=[355, 620, 430, 687]
notice-signature: MARCUS NORRIS bbox=[618, 449, 663, 455]
notice-heading: GPN11 bbox=[631, 596, 650, 602]
notice-paragraph: ALL THAT TRACT OR PARCEL OF LAND LYING AND BEING IN LAND LOT 162 AND 163 OF THE 13TH DISTRICT OF FULTON COUNTY, BEING LOT 3, BLOCK A OF KIMBERLY SUBDIVISION, UNIT FOUR-B, AS RECORDED IN PLAT BOOK 103, PAGE 103; BEING IMPROVED PROPERTY KNOWN AS 3085 BETHSAIDA ROAD ACCORDING TO THE CURRENT SYSTEM OF NUMBERING HOUSES IN THE COUNTY OF FULTON bbox=[520, 895, 595, 990]
notice-paragraph: The sale will be conducted subject (1) to confirmation that the sale is not prohibited under the U.S. Bankruptcy Code and (2) to final confirmation and audit of the status of the loan with the holder of the Security Deed. bbox=[25, 1053, 100, 1098]
classified-category: Foreclosures bbox=[317, 69, 348, 75]
notice-paragraph: GEORGIA, FULTON COUNTY bbox=[107, 247, 179, 253]
notice-paragraph: vided for under the terms of the Security Deed. bbox=[602, 83, 678, 94]
column-body bbox=[273, 83, 348, 1216]
notice-paragraph: ALL THAT TRACT OR PARCEL OF LAND LYING AND BEING IN LAND LOT 55 OF THE 14TH DISTRICT, FULTON COUNTY, GEORGIA, BEING LOT 13, BLOCK P, CONTINENTAL LAND COMPANY PROPERTY, AS PER PLAT RECORDED IN PLAT BOOK 6, PAGES 20-21, FULTON COUNTY, GEORGIA RECORDS; SAID PLAT INCORPORATED HEREIN AND REFERRED TO FOR A MORE COMPLETE DESCRIPTION THEREOF. bbox=[25, 656, 100, 745]
notice-heading: gpn11 bbox=[219, 1165, 236, 1171]
notice-paragraph: The sale will be conducted subject (1) to confirmation that the sale is not prohibited under the U.S. Bankruptcy Code and (2) to final confirmation and audit of the status of the loan with the secured creditor. bbox=[437, 914, 513, 954]
column-body bbox=[686, 83, 761, 1243]
notice-paragraph: The debt secured by said Security Deed has been and is hereby declared due because of, among other possible events of default, failure to pay the indebtedness as and when due and in the manner provided in the Note and Security Deed. The debt remaining in default, this sale will be made for the purpose of paying the same and all expenses of this sale, as provided in the Security Deed and by law, including attorney's fees (notice pursuant to O.C.G.A. § 13-1-11 having been given). bbox=[602, 869, 678, 969]
classified-category: Foreclosures bbox=[482, 69, 513, 75]
notice-paragraph: The property is or may be in the possession of Tiffany C Battle, successor in interest or tenant(s). bbox=[355, 1121, 430, 1144]
classified-code: 9075 bbox=[437, 69, 450, 75]
notice-paragraph: THIS FIRM IS ACTING AS A DEBT COLLECTOR ATTEMPTING TO COLLECT A DEBT. ANY INFORMATION OBTAINED WILL BE USED FOR THAT PURPOSE. bbox=[272, 722, 348, 756]
notice-paragraph: THE BELOW LAW FIRM MAY BE HELD TO BE ACTING AS A DEBT COLLECTOR, UNDER FEDERAL LAW. IF SO, ANY INFORMATION OBTAINED WILL BE USED FOR THAT PURPOSE. bbox=[107, 83, 183, 122]
notice-paragraph: 100 Galleria Parkway, Suite 960 Atlanta, GA 30339 Phone: (770) 373-4242 bbox=[272, 683, 348, 700]
notice-paragraph: To the best of the knowledge and belief of the undersigned, the owner and party in possession of the property is MARCUS NORRIS, or tenants(s). bbox=[602, 224, 678, 257]
notice-paragraph: Georgia, FULTON County bbox=[198, 195, 256, 201]
publication-name: SOUTH FULTON/NORTHSIDE NEIGHBOR bbox=[427, 39, 585, 50]
notice-divider bbox=[603, 1255, 678, 1256]
notice-signature: Albertelli Law Attorney for Carrington Mortgage Services, LLC bbox=[274, 643, 346, 660]
notice-paragraph: above-referenced condemnation matter was filed by the Department of Transportation (Condemnor) on May 27, 2025 in the Superior Court of Fulton County. bbox=[355, 83, 430, 116]
column-body bbox=[25, 83, 100, 1231]
notice-divider bbox=[686, 336, 761, 337]
notice-paragraph: Said property is known as 3870 Pharr Court South Northwest Apartment 71, Atlanta, GA 30305, together with all fixtures and personal property attached to and constituting a part of said property, if any. bbox=[437, 619, 513, 663]
diamond-separator-icon: ♦ bbox=[734, 41, 738, 48]
notice-paragraph: Records. bbox=[198, 83, 219, 88]
notice-signature: as Attorney in Fact for bbox=[36, 1203, 89, 1209]
classified-category: Foreclosures bbox=[730, 69, 761, 75]
notice-paragraph: 1550 Timothy Road Athens, GA, 30606 bbox=[272, 1026, 348, 1037]
notice-heading: FN9695 bbox=[630, 587, 651, 593]
notice-signature: Malcolm A. Marks bbox=[286, 673, 334, 679]
notice-paragraph: STATE OF GEORGIA COUNTY OF FULTON bbox=[685, 361, 761, 372]
notice-paragraph: Addresses Unknown bbox=[280, 1138, 328, 1144]
notice-paragraph: Pursuant to O.C.G.A. Section 9-13-172.1, which allows for certain procedures regarding the rescission of judicial and non-judicial sales in the State of Georgia, the Deed Under Power and other foreclosure documents may not be provided until final confirmation and audit of the status of the loan as provided in the preceding paragraph. bbox=[190, 809, 265, 876]
notice-heading: Gen11 bbox=[714, 351, 732, 357]
column-header bbox=[438, 66, 513, 78]
notice-paragraph: DEPARTMENT OF TRANSPORTATION, Condemnor, v. 0.070 acres of land; and certain easement rights; and VILLAS AT JOHNS CREEK CONDOMINIUM ASSOCIATION, INC. AKA VILLAS AT JOHNS CREEK CONDOMINIUM ASSOCIATION, INC.; ET AL. Condemnees. bbox=[272, 842, 348, 898]
notice-signature: Nationstar Mortgage LLC bbox=[524, 538, 591, 544]
notice-divider bbox=[25, 419, 100, 420]
